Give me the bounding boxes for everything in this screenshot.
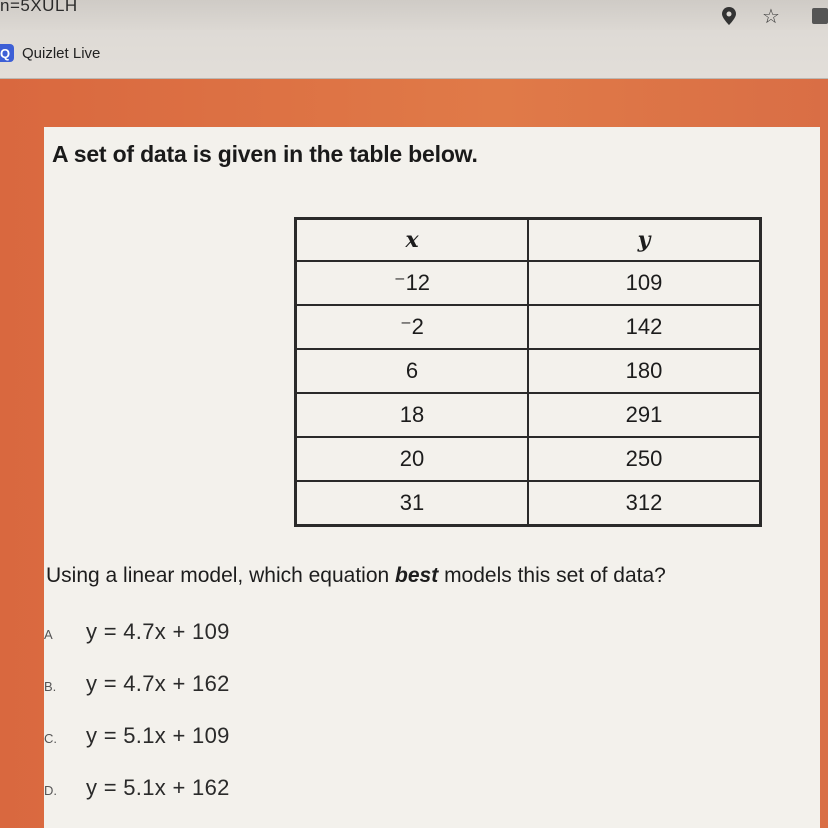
page-background — [0, 79, 828, 828]
option-letter: D. — [44, 783, 57, 798]
table-row — [296, 305, 761, 349]
table-cell-y: 109 — [528, 261, 761, 305]
prompt-text: Using a linear model, which equation — [46, 564, 396, 587]
table-cell-x: ⁻2 — [296, 305, 529, 349]
bookmarks-bar — [0, 30, 828, 79]
prompt-emphasis: best — [395, 564, 439, 587]
table-cell-y: 291 — [528, 393, 761, 437]
url-text[interactable]: n=5XULH — [0, 0, 78, 15]
bookmark-quizlet-live[interactable] — [0, 42, 100, 64]
table-cell-x: 20 — [296, 437, 529, 481]
address-bar[interactable] — [0, 0, 828, 30]
table-cell-y: 250 — [528, 437, 761, 481]
table-row — [296, 437, 761, 481]
table-row — [296, 261, 761, 305]
question-card — [44, 127, 820, 828]
star-icon[interactable]: ☆ — [762, 6, 780, 28]
table-header-row — [296, 219, 761, 262]
column-header-x: x — [296, 219, 529, 262]
extension-icon[interactable] — [812, 8, 828, 24]
option-letter: C. — [44, 731, 57, 746]
option-d[interactable] — [44, 775, 230, 805]
column-header-y: y — [528, 219, 761, 262]
table-cell-x: 31 — [296, 481, 529, 526]
option-c[interactable] — [44, 723, 230, 753]
table-cell-x: 6 — [296, 349, 529, 393]
table-cell-y: 142 — [528, 305, 761, 349]
question-prompt — [46, 564, 666, 588]
option-equation: y = 4.7x + 109 — [86, 619, 230, 644]
table-row — [296, 349, 761, 393]
prompt-text-end: models this set of data? — [438, 564, 666, 587]
table-cell-y: 180 — [528, 349, 761, 393]
location-pin-icon[interactable] — [722, 7, 736, 25]
option-a[interactable] — [44, 619, 230, 649]
data-table — [294, 217, 762, 527]
table-cell-x: ⁻12 — [296, 261, 529, 305]
option-equation: y = 5.1x + 109 — [86, 723, 230, 748]
table-cell-y: 312 — [528, 481, 761, 526]
question-title: A set of data is given in the table below. — [52, 141, 478, 167]
option-b[interactable] — [44, 671, 230, 701]
bookmark-label: Quizlet Live — [22, 44, 101, 62]
option-equation: y = 4.7x + 162 — [86, 671, 230, 696]
table-cell-x: 18 — [296, 393, 529, 437]
option-letter: B. — [44, 679, 57, 694]
option-equation: y = 5.1x + 162 — [86, 775, 230, 800]
option-letter: A — [44, 627, 53, 642]
quizlet-icon: Q — [0, 44, 14, 62]
table-row — [296, 481, 761, 526]
table-row — [296, 393, 761, 437]
